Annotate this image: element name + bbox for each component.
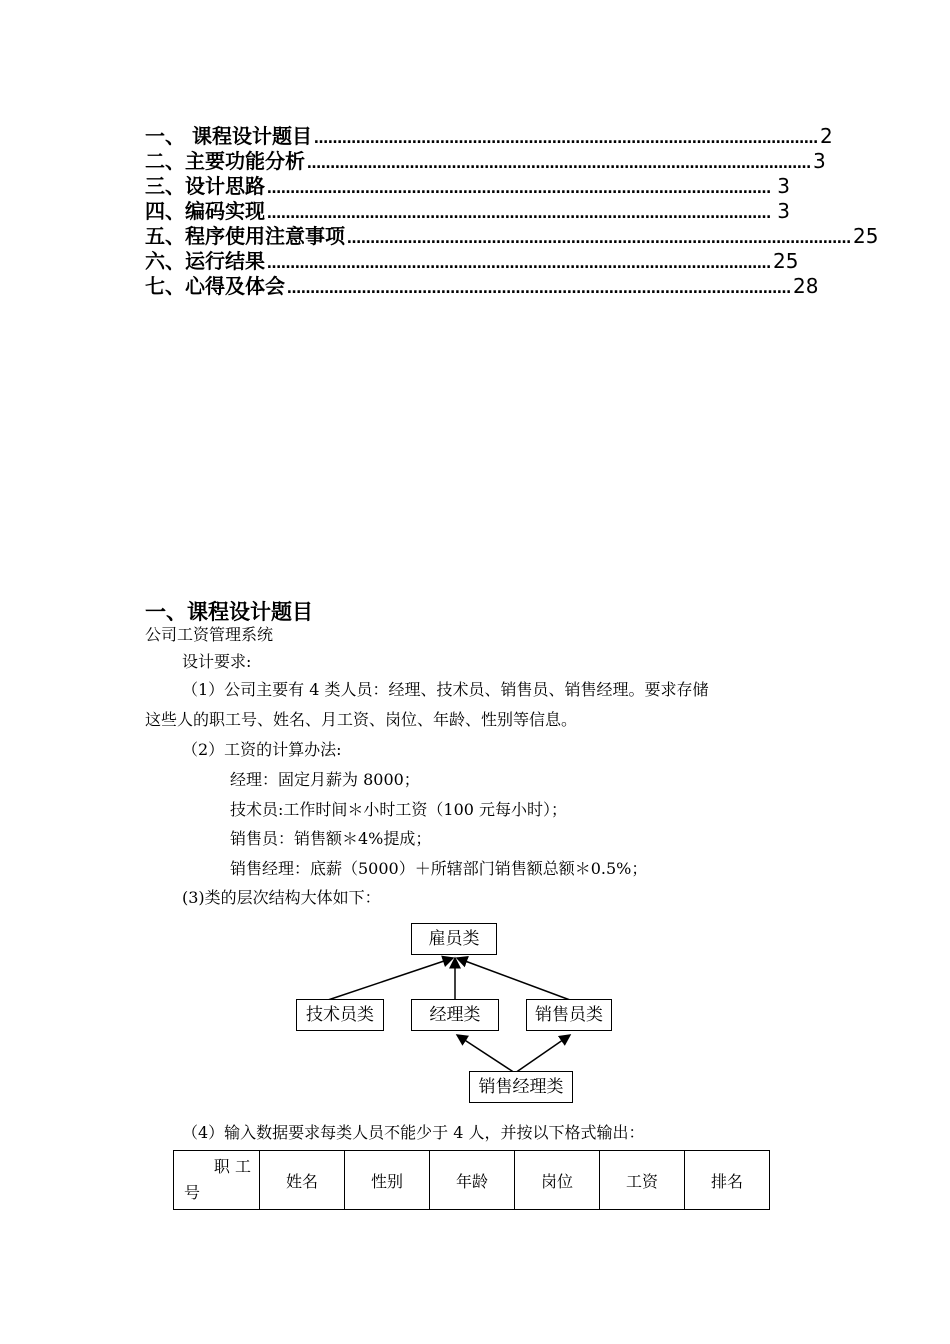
toc-page: 3 bbox=[777, 199, 790, 223]
toc-entry-6[interactable] bbox=[145, 249, 799, 274]
table-header-row bbox=[174, 1151, 770, 1210]
arrow-salesman-to-employee bbox=[457, 958, 570, 1000]
header-employee-id-line-2: 号 bbox=[184, 1183, 201, 1202]
salary-rule-manager: 经理：固定月薪为 8000； bbox=[230, 770, 420, 789]
toc-page: 25 bbox=[773, 249, 799, 273]
toc-leader: ……………………………………………………………………………………………… bbox=[267, 181, 771, 197]
header-employee-id bbox=[174, 1151, 260, 1210]
node-salesman: 销售员类 bbox=[526, 999, 612, 1031]
salary-rule-sales-manager: 销售经理：底薪（5000）＋所辖部门销售额总额＊0.5%； bbox=[230, 859, 648, 878]
toc-page: 3 bbox=[813, 149, 826, 173]
node-employee: 雇员类 bbox=[411, 923, 497, 955]
header-salary: 工资 bbox=[600, 1151, 685, 1210]
class-hierarchy-diagram bbox=[290, 918, 630, 1108]
toc-leader: ……………………………………………………………………………………………… bbox=[313, 131, 818, 147]
output-format-table bbox=[173, 1150, 770, 1210]
salary-rule-salesman: 销售员：销售额＊4%提成； bbox=[230, 829, 432, 848]
section-heading: 一、课程设计题目 bbox=[145, 600, 313, 624]
salary-rule-technician: 技术员:工作时间＊小时工资（100 元每小时）； bbox=[230, 800, 568, 819]
requirement-1-line-1: （1）公司主要有 4 类人员：经理、技术员、销售员、销售经理。要求存储 bbox=[182, 680, 709, 699]
toc-page: 25 bbox=[853, 224, 879, 248]
header-rank: 排名 bbox=[685, 1151, 770, 1210]
requirement-4-title: （4）输入数据要求每类人员不能少于 4 人，并按以下格式输出： bbox=[182, 1123, 645, 1142]
toc-entry-7[interactable] bbox=[145, 274, 819, 299]
toc-entry-5[interactable] bbox=[145, 224, 879, 249]
arrow-technician-to-employee bbox=[328, 958, 453, 1000]
node-sales-manager: 销售经理类 bbox=[469, 1071, 573, 1103]
subtitle: 公司工资管理系统 bbox=[145, 625, 274, 644]
toc-leader: ……………………………………………………………………………………………… bbox=[287, 281, 791, 297]
toc-title: 四、编码实现 bbox=[145, 199, 265, 223]
toc-title: 二、主要功能分析 bbox=[145, 149, 305, 173]
toc-title: 六、运行结果 bbox=[145, 249, 265, 273]
toc-page: 28 bbox=[793, 274, 819, 298]
toc-entry-3[interactable] bbox=[145, 174, 790, 199]
toc-title: 一、 课程设计题目 bbox=[145, 124, 312, 148]
toc-leader: ……………………………………………………………………………………………… bbox=[307, 156, 811, 172]
node-manager: 经理类 bbox=[411, 999, 499, 1031]
header-position: 岗位 bbox=[515, 1151, 600, 1210]
toc-leader: ……………………………………………………………………………………………… bbox=[267, 256, 771, 272]
toc-title: 七、心得及体会 bbox=[145, 274, 285, 298]
header-name: 姓名 bbox=[260, 1151, 345, 1210]
requirements-label: 设计要求: bbox=[182, 652, 252, 671]
toc-leader: ……………………………………………………………………………………………… bbox=[347, 231, 851, 247]
arrow-salesmanager-to-manager bbox=[457, 1035, 515, 1073]
toc-entry-1[interactable] bbox=[145, 124, 833, 149]
requirement-3-title: (3)类的层次结构大体如下： bbox=[182, 888, 381, 907]
requirement-1-line-2: 这些人的职工号、姓名、月工资、岗位、年龄、性别等信息。 bbox=[145, 710, 578, 729]
header-gender: 性别 bbox=[345, 1151, 430, 1210]
header-age: 年龄 bbox=[430, 1151, 515, 1210]
toc-title: 五、程序使用注意事项 bbox=[145, 224, 345, 248]
toc-entry-4[interactable] bbox=[145, 199, 790, 224]
toc-leader: ……………………………………………………………………………………………… bbox=[267, 206, 771, 222]
toc-page: 3 bbox=[777, 174, 790, 198]
requirement-2-title: （2）工资的计算办法: bbox=[182, 740, 342, 759]
arrow-salesmanager-to-salesman bbox=[515, 1035, 570, 1073]
header-employee-id-line-1: 职 工 bbox=[213, 1157, 251, 1176]
toc-page: 2 bbox=[819, 124, 833, 148]
table-of-contents bbox=[145, 124, 879, 299]
node-technician: 技术员类 bbox=[296, 999, 384, 1031]
toc-entry-2[interactable] bbox=[145, 149, 826, 174]
toc-title: 三、设计思路 bbox=[145, 174, 265, 198]
